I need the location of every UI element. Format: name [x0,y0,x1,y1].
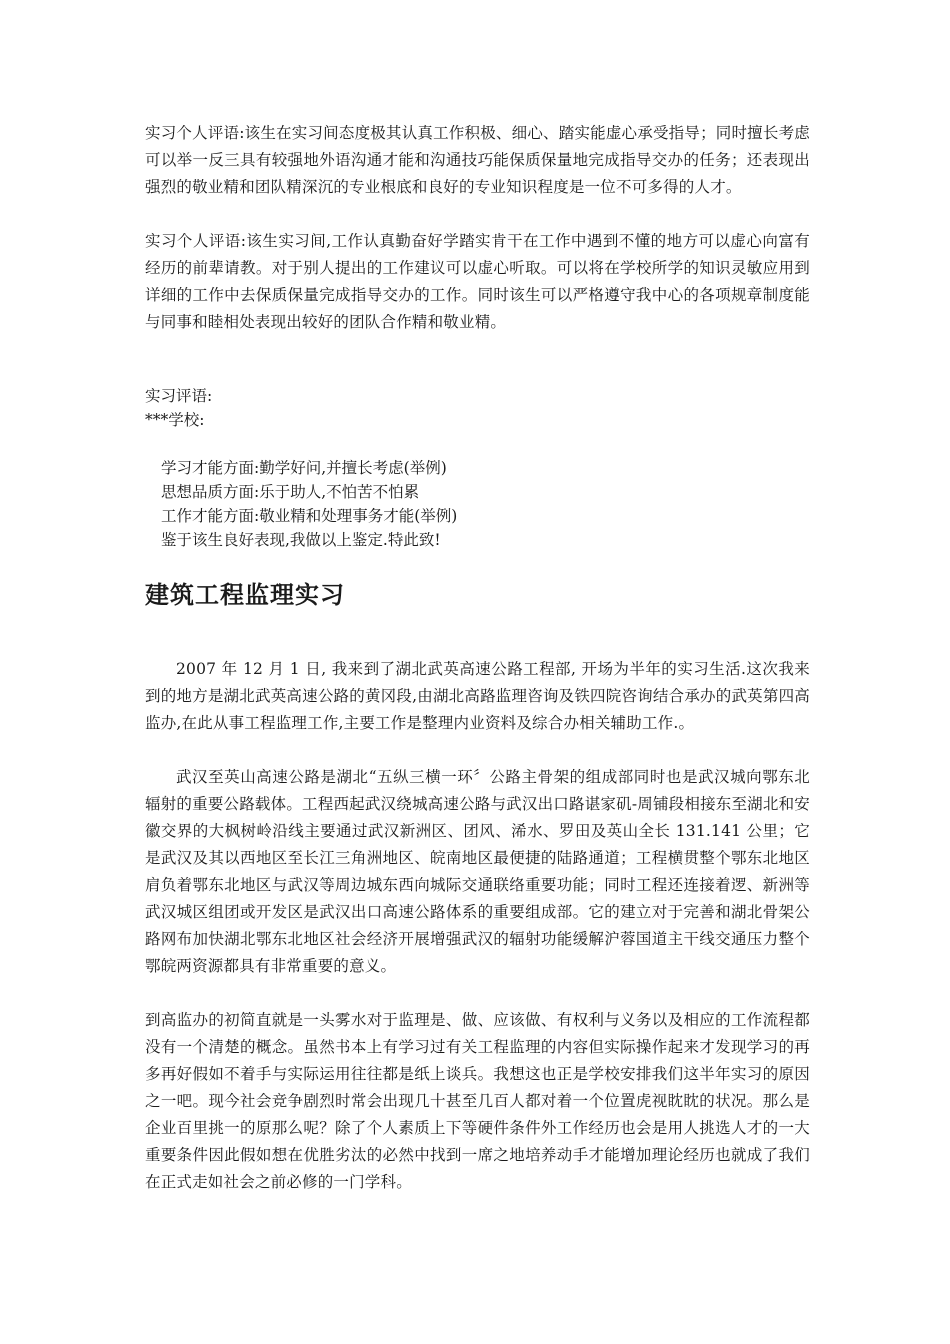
section-heading: 建筑工程监理实习 [145,581,345,609]
evaluation-title: 实习评语: [145,387,213,405]
school-line: ***学校: [145,411,205,429]
document-page [145,120,810,1196]
body-paragraph-1: 2007 年 12 月 1 日, 我来到了湖北武英高速公路工程部, 开场为半年的实习生活.这次我来到的地方是湖北武英高速公路的黄冈段,由湖北高路监理咨询及铁四院咨询结合承办的武英第四高监办,在此从事工程监理工作,主要工作是整理内业资料及综合办相关辅助工作.。 [145,660,810,732]
body-paragraph-2: 武汉至英山高速公路是湖北“五纵三横一环〞公路主骨架的组成部同时也是武汉城向鄂东北辐射的重要公路载体。工程西起武汉绕城高速公路与武汉出口路谌家矶-周铺段相接东至湖北和安徽交界的大枫树岭沿线主要通过武汉新洲区、团风、浠水、罗田及英山全长 131.141 公里；它是武汉及其以西地区至长江三角洲地区、皖南地区最便捷的陆路通道；工程横贯整个鄂东北地区肩负着鄂东北地区与武汉等周边城东西向城际交通联络重要功能；同时工程还连接着逻、新洲等武汉城区组团或开发区是武汉出口高速公路体系的重要组成部。它的建立对于完善和湖北骨架公路网布加快湖北鄂东北地区社会经济开展增强武汉的辐射功能缓解沪蓉国道主干线交通压力整个鄂皖两资源都具有非常重要的意义。 [145,768,810,975]
evaluation-item: 鉴于该生良好表现,我做以上鉴定.特此致! [161,531,441,549]
evaluation-item: 思想品质方面:乐于助人,不怕苦不怕累 [161,483,420,501]
evaluation-paragraph-1: 实习个人评语:该生在实习间态度极其认真工作积极、细心、踏实能虚心承受指导；同时擅长考虑可以举一反三具有较强地外语沟通才能和沟通技巧能保质保量地完成指导交办的任务；还表现出强烈的敬业精和团队精深沉的专业根底和良好的专业知识程度是一位不可多得的人才。 [145,124,810,196]
evaluation-item: 学习才能方面:勤学好问,并擅长考虑(举例) [161,459,447,477]
evaluation-item: 工作才能方面:敬业精和处理事务才能(举例) [161,507,458,525]
body-paragraph-3: 到高监办的初简直就是一头雾水对于监理是、做、应该做、有权利与义务以及相应的工作流程都没有一个清楚的概念。虽然书本上有学习过有关工程监理的内容但实际操作起来才发现学习的再多再好假如不着手与实际运用往往都是纸上谈兵。我想这也正是学校安排我们这半年实习的原因之一吧。现今社会竞争剧烈时常会出现几十甚至几百人都对着一个位置虎视眈眈的状况。那么是企业百里挑一的原那么呢？除了个人素质上下等硬件条件外工作经历也会是用人挑选人才的一大重要条件因此假如想在优胜劣汰的必然中找到一席之地培养动手才能增加理论经历也就成了我们在正式走如社会之前必修的一门学科。 [145,1011,810,1191]
evaluation-paragraph-2: 实习个人评语:该生实习间,工作认真勤奋好学踏实肯干在工作中遇到不懂的地方可以虚心向富有经历的前辈请教。对于别人提出的工作建议可以虚心听取。可以将在学校所学的知识灵敏应用到详细的工作中去保质保量完成指导交办的工作。同时该生可以严格遵守我中心的各项规章制度能与同事和睦相处表现出较好的团队合作精和敬业精。 [145,232,810,331]
